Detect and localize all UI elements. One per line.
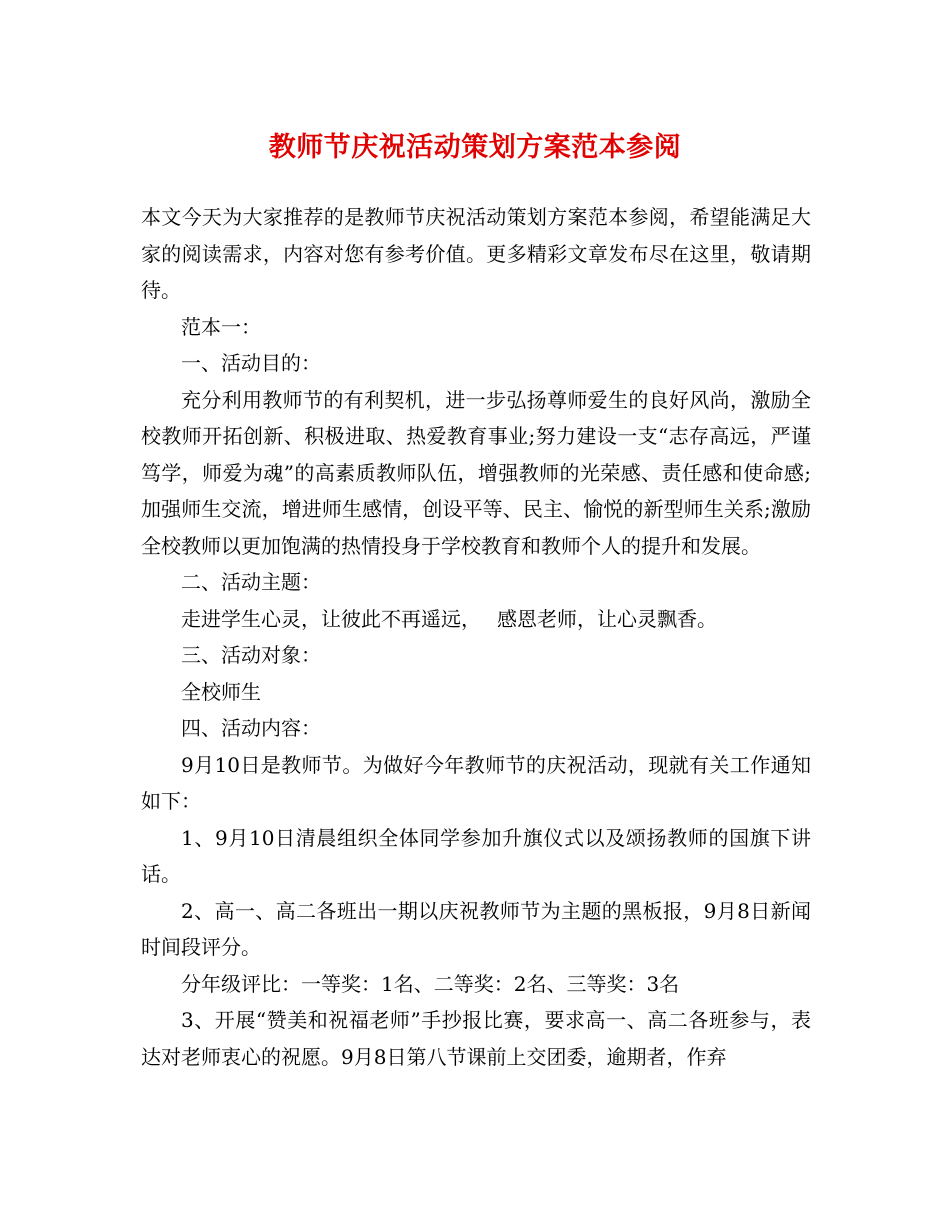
sample-label: 范本一： xyxy=(181,314,261,339)
item2-awards: 分年级评比：一等奖：1名、二等奖：2名、三等奖：3名 xyxy=(181,971,680,996)
section1-heading: 一、活动目的： xyxy=(181,351,321,375)
document-title: 教师节庆祝活动策划方案范本参阅 xyxy=(268,132,682,163)
section2-heading: 二、活动主题： xyxy=(181,570,321,594)
item2-paragraph: 2、高一、高二各班出一期以庆祝教师节为主题的黑板报，9月8日新闻时间段评分。 xyxy=(141,898,811,959)
intro-paragraph: 本文今天为大家推荐的是教师节庆祝活动策划方案范本参阅，希望能满足大家的阅读需求，内容对您有参考价值。更多精彩文章发布尽在这里，敬请期待。 xyxy=(141,205,811,302)
section1-paragraph: 充分利用教师节的有利契机，进一步弘扬尊师爱生的良好风尚，激励全校教师开拓创新、积极进取、热爱教育事业;努力建设一支“志存高远，严谨笃学，师爱为魂”的高素质教师队伍，增强教师的光荣感、责任感和使命感;加强师生交流，增进师生感情，创设平等、民主、愉悦的新型师生关系;激励全校教师以更加饱满的热情投身于学校教育和教师个人的提升和发展。 xyxy=(141,387,811,558)
section4-paragraph: 9月10日是教师节。为做好今年教师节的庆祝活动，现就有关工作通知如下： xyxy=(141,752,811,813)
theme-paragraph xyxy=(141,601,811,638)
item1-paragraph: 1、9月10日清晨组织全体同学参加升旗仪式以及颂扬教师的国旗下讲话。 xyxy=(141,825,811,886)
document-body xyxy=(141,199,811,1075)
item3-paragraph: 3、开展“赞美和祝福老师”手抄报比赛，要求高一、高二各班参与，表达对老师衷心的祝愿。9月8日第八节课前上交团委，逾期者，作弃 xyxy=(141,1008,811,1069)
theme-part2: 感恩老师，让心灵飘香。 xyxy=(497,606,717,631)
section3-paragraph: 全校师生 xyxy=(181,679,261,704)
theme-part1: 走进学生心灵，让彼此不再遥远， xyxy=(181,606,481,631)
section4-heading: 四、活动内容： xyxy=(181,716,321,740)
section3-heading: 三、活动对象： xyxy=(181,643,321,667)
